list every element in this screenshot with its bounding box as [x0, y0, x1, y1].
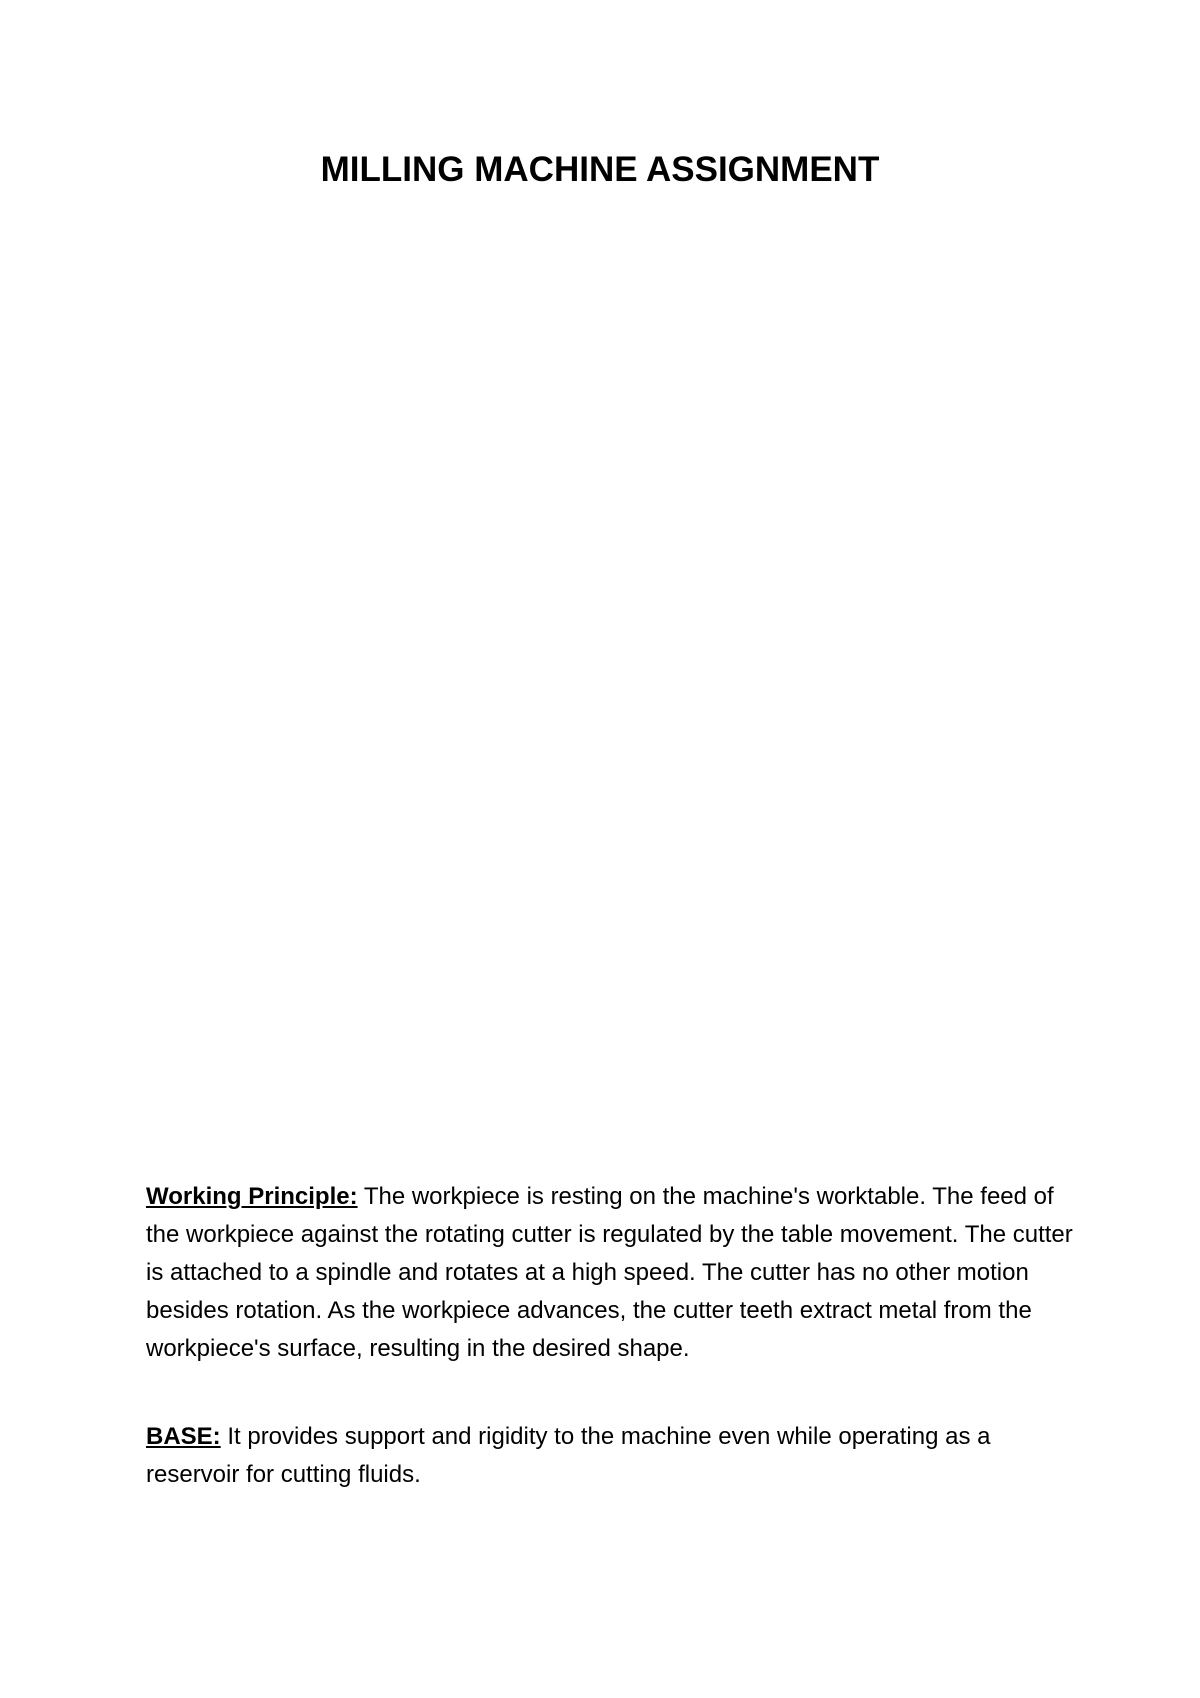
working-principle-paragraph: [146, 1178, 1076, 1368]
working-principle-label: Working Principle:: [146, 1183, 358, 1210]
base-label: BASE:: [146, 1423, 221, 1450]
working-principle-text: The workpiece is resting on the machine's worktable. The feed of the workpiece against the rotating cutter is regulated by the table movement. The cutter is attached to a spindle and rotates at a high speed. The cutter has no other motion besides rotation. As the workpiece advances, the cutter teeth extract metal from the workpiece's surface, resulting in the desired shape.: [146, 1183, 1073, 1362]
base-text: It provides support and rigidity to the machine even while operating as a reservoir for cutting fluids.: [146, 1423, 991, 1488]
document-title: MILLING MACHINE ASSIGNMENT: [320, 150, 880, 189]
base-paragraph: [146, 1418, 1076, 1494]
